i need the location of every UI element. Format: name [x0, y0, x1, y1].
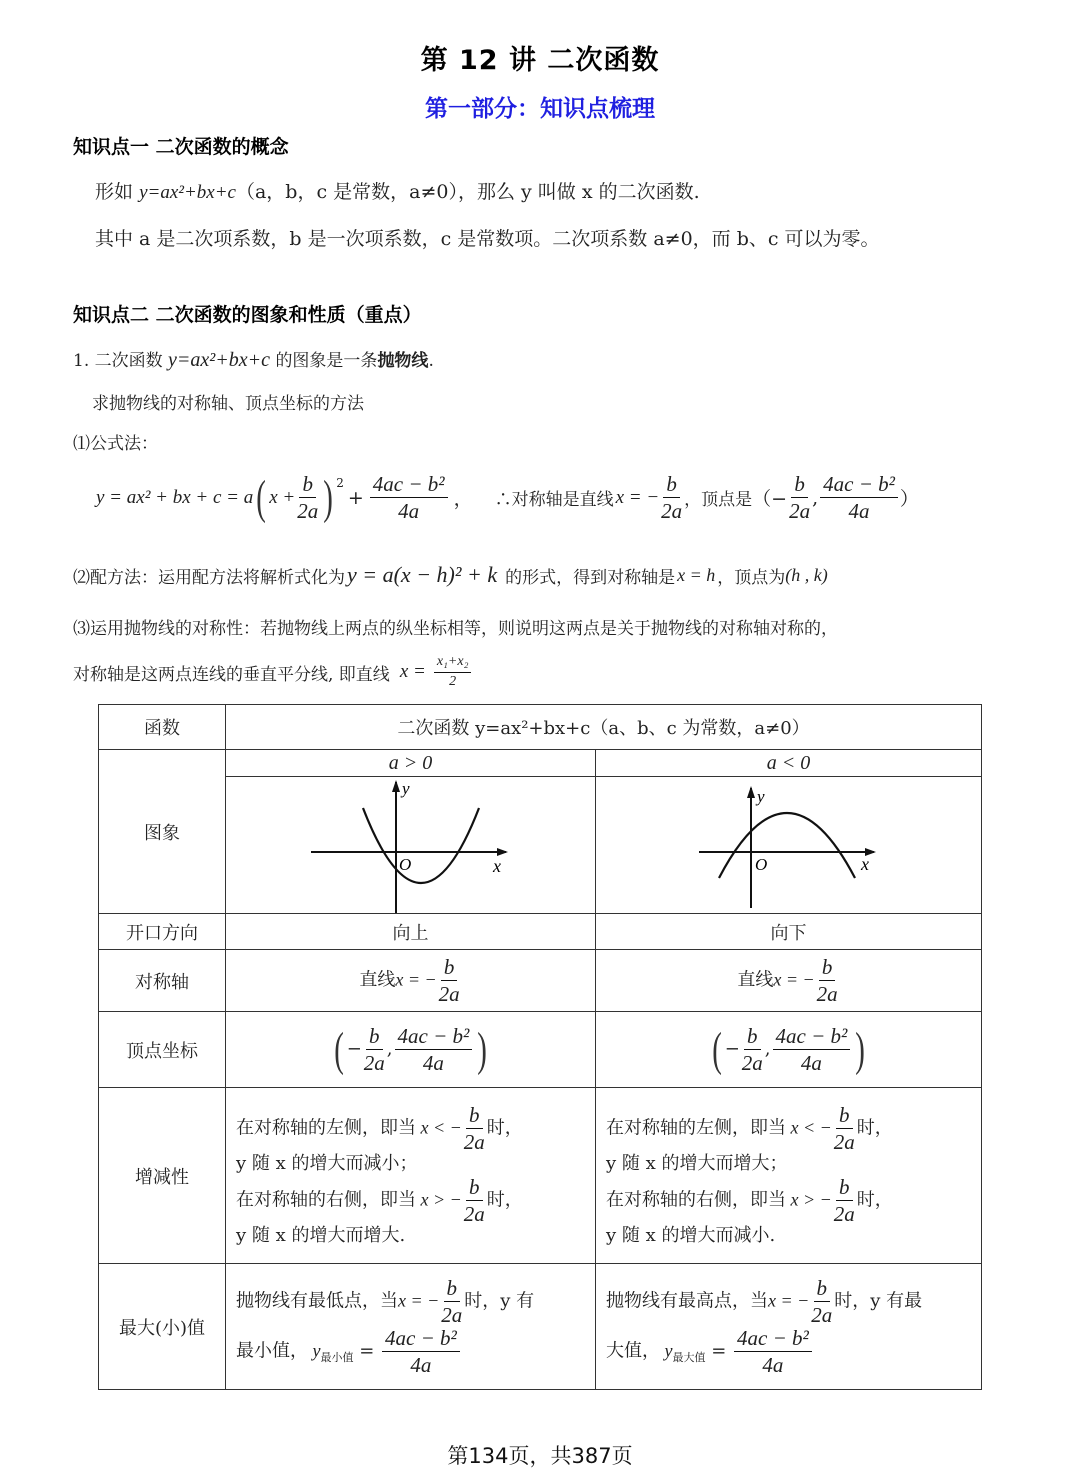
- vertex-text: ，顶点是: [684, 490, 753, 510]
- table-row-graphs: [99, 777, 982, 914]
- svg-text:O: O: [398, 854, 411, 874]
- graph-downward: [596, 777, 982, 914]
- formula-expand: y = ax² + bx + c = a: [96, 486, 254, 508]
- method-intro: 求抛物线的对称轴、顶点坐标的方法: [92, 394, 364, 414]
- item1-suffix: 的图象是一条: [275, 351, 378, 371]
- item1-line: [73, 346, 434, 372]
- section-subtitle: 第一部分：知识点梳理: [425, 96, 655, 122]
- definition-line: [95, 177, 700, 204]
- table-row-opening: [99, 914, 982, 950]
- page-title: 第 12 讲 二次函数: [420, 45, 660, 76]
- section2-heading: 知识点二 二次函数的图象和性质（重点）: [73, 304, 422, 326]
- monotonic-neg: 在对称轴的左侧，即当 x < − $\frac{b}{2a}$ 时， y 随 x 的增大而增大； 在对称轴的右侧，即当 x > − $\frac{b}{2a}$ 时， y 随 x 的增大而减小.: [596, 1088, 982, 1264]
- method3-text: 对称轴是这两点连线的垂直平分线, 即直线: [73, 664, 390, 685]
- method1-formula: y = ax² + bx + c = a ( x + $\frac{b}{2a}$ ) $^2$ + $\frac{\text{4ac − b²}}{4a}$ ， ∴对称轴是直线 x = − $\frac{b}{2a}$ ，顶点是 （− $\frac{b}{2a}$ , $\frac{\text{4ac − b²}}{4a}$ ）: [96, 471, 919, 524]
- extreme-label: 最大(小)值: [99, 1264, 226, 1390]
- method2-vertex: (h , k): [785, 564, 828, 585]
- header-label: 函数: [99, 705, 226, 750]
- opening-neg: 向下: [596, 914, 982, 950]
- monotonic-label: 增减性: [99, 1088, 226, 1264]
- table-row-vertex: [99, 1012, 982, 1088]
- graph-upward: [226, 777, 596, 914]
- case-positive: a > 0: [388, 751, 433, 774]
- fraction-midpoint: $\frac{\text{x₁+x₂}}{2}$: [434, 655, 472, 689]
- method1-label: ⑴公式法：: [73, 434, 158, 454]
- case-negative: a < 0: [766, 751, 811, 774]
- axis-text: ∴对称轴是直线: [494, 490, 614, 510]
- graph-label: 图象: [99, 750, 226, 914]
- opening-pos: 向上: [226, 914, 596, 950]
- formula-x-plus: x +: [269, 486, 296, 508]
- axis-neg: 直线x = − $\frac{b}{2a}$: [596, 950, 982, 1012]
- definition-formula: y=ax²+bx+c: [139, 182, 236, 203]
- method2-formula: y = a(x − h)² + k: [347, 562, 498, 587]
- method2-axis: x = h: [677, 564, 716, 585]
- table-row-header: [99, 705, 982, 750]
- table-row-extreme: [99, 1264, 982, 1390]
- coefficient-line: 其中 a 是二次项系数，b 是一次项系数，c 是常数项。二次项系数 a≠0，而 b、c 可以为零。: [95, 228, 880, 250]
- svg-text:x: x: [492, 855, 501, 876]
- parabola-down-icon: [699, 778, 879, 913]
- item1-formula: y=ax²+bx+c: [168, 349, 271, 371]
- monotonic-pos: 在对称轴的左侧，即当 x < − $\frac{b}{2a}$ 时， y 随 x 的增大而减小； 在对称轴的右侧，即当 x > − $\frac{b}{2a}$ 时， y 随 x 的增大而增大.: [226, 1088, 596, 1264]
- item1-end: .: [428, 351, 434, 371]
- parabola-up-icon: [311, 778, 511, 913]
- method2-text: ⑵配方法：运用配方法将解析式化为: [73, 567, 345, 588]
- method2-line: [73, 562, 828, 588]
- opening-label: 开口方向: [99, 914, 226, 950]
- svg-text:y: y: [756, 786, 765, 806]
- definition-rest: （a，b，c 是常数，a≠0），那么 y 叫做 x 的二次函数.: [235, 181, 700, 203]
- fraction-4ac-b2-over-4a: $\frac{\text{4ac − b²}}{4a}$: [370, 473, 448, 522]
- header-value: 二次函数 y=ax²+bx+c（a、b、c 为常数，a≠0）: [226, 705, 982, 750]
- properties-table: [98, 704, 982, 1390]
- item1-prefix: 1. 二次函数: [73, 351, 163, 371]
- section1-heading: 知识点一 二次函数的概念: [73, 136, 289, 158]
- method2-rest: 的形式，得到对称轴是: [505, 567, 676, 588]
- fraction-vertex-x: $\frac{b}{2a}$: [789, 471, 811, 523]
- svg-text:O: O: [754, 854, 767, 874]
- definition-prefix: 形如: [95, 181, 134, 203]
- fraction-axis: $\frac{b}{2a}$: [661, 471, 683, 523]
- paren-close: ): [323, 471, 334, 524]
- table-row-cases: [99, 750, 982, 777]
- axis-label: 对称轴: [99, 950, 226, 1012]
- item1-bold: 抛物线: [377, 351, 429, 371]
- vertex-pos: ( − $\frac{b}{2a}$ , $\frac{\text{4ac − b²}}{4a}$ ): [226, 1012, 596, 1088]
- vertex-label: 顶点坐标: [99, 1012, 226, 1088]
- method3-lhs: x =: [399, 661, 426, 683]
- method3-line2: [73, 655, 473, 689]
- svg-text:x: x: [860, 853, 869, 874]
- fraction-b-over-2a: $\frac{b}{2a}$: [297, 471, 319, 523]
- svg-text:y: y: [401, 778, 410, 798]
- method3-line1: ⑶运用抛物线的对称性：若抛物线上两点的纵坐标相等，则说明这两点是关于抛物线的对称轴对称的，: [73, 619, 838, 639]
- paren-open: (: [256, 471, 267, 524]
- vertex-neg: ( − $\frac{b}{2a}$ , $\frac{\text{4ac − b²}}{4a}$ ): [596, 1012, 982, 1088]
- page-footer: 第134页，共387页: [447, 1444, 633, 1468]
- table-row-axis: [99, 950, 982, 1012]
- method2-vertex-label: ，顶点为: [717, 567, 786, 588]
- extreme-neg: 抛物线有最高点，当x = − $\frac{b}{2a}$ 时，y 有最 大值， $y_{最大值}$ = $\frac{\text{4ac − b²}}{4a}$: [596, 1264, 982, 1390]
- axis-pos: 直线x = − $\frac{b}{2a}$: [226, 950, 596, 1012]
- extreme-pos: 抛物线有最低点，当x = − $\frac{b}{2a}$ 时，y 有 最小值， $y_{最小值}$ = $\frac{\text{4ac − b²}}{4a}$: [226, 1264, 596, 1390]
- fraction-vertex-y: $\frac{\text{4ac − b²}}{4a}$: [820, 473, 898, 522]
- table-row-monotonic: [99, 1088, 982, 1264]
